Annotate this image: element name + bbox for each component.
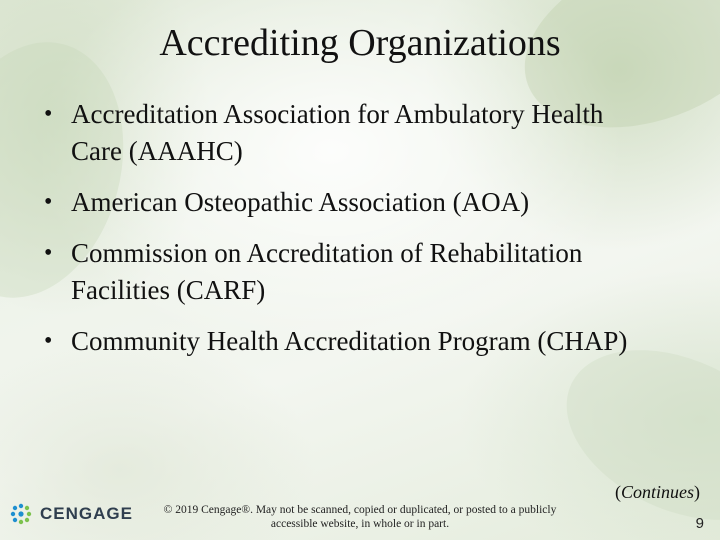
cengage-logo (8, 500, 133, 528)
continues-open-paren: ( (614, 482, 621, 502)
bullet-item (44, 96, 644, 170)
copyright-notice (150, 503, 570, 531)
slide-title: Accrediting Organizations (159, 22, 561, 64)
copyright-line: © 2019 Cengage®. May not be scanned, copied or duplicated, or posted to a publicly (163, 504, 557, 516)
bullet-text: Accreditation Association for Ambulatory Health Care (AAAHC) (71, 99, 604, 166)
copyright-line: accessible website, in whole or in part. (270, 518, 450, 530)
bullet-dot: • (44, 101, 53, 127)
bullet-text: American Osteopathic Association (AOA) (71, 187, 530, 217)
cengage-logo-text: CENGAGE (40, 504, 133, 523)
bullet-text: Commission on Accreditation of Rehabilitation Facilities (CARF) (71, 238, 583, 305)
cengage-logo-icon (8, 501, 34, 527)
bullet-item (44, 323, 644, 360)
bullet-item (44, 184, 644, 221)
bullet-dot: • (44, 328, 53, 354)
continues-text: Continues (620, 482, 694, 502)
continues-label (585, 481, 700, 503)
bullet-dot: • (44, 240, 53, 266)
bullet-list (44, 96, 644, 374)
bullet-dot: • (44, 189, 53, 215)
page-number: 9 (695, 515, 704, 532)
bullet-item (44, 235, 644, 309)
bullet-text: Community Health Accreditation Program (CHAP) (71, 326, 628, 356)
continues-close-paren: ) (694, 482, 700, 502)
